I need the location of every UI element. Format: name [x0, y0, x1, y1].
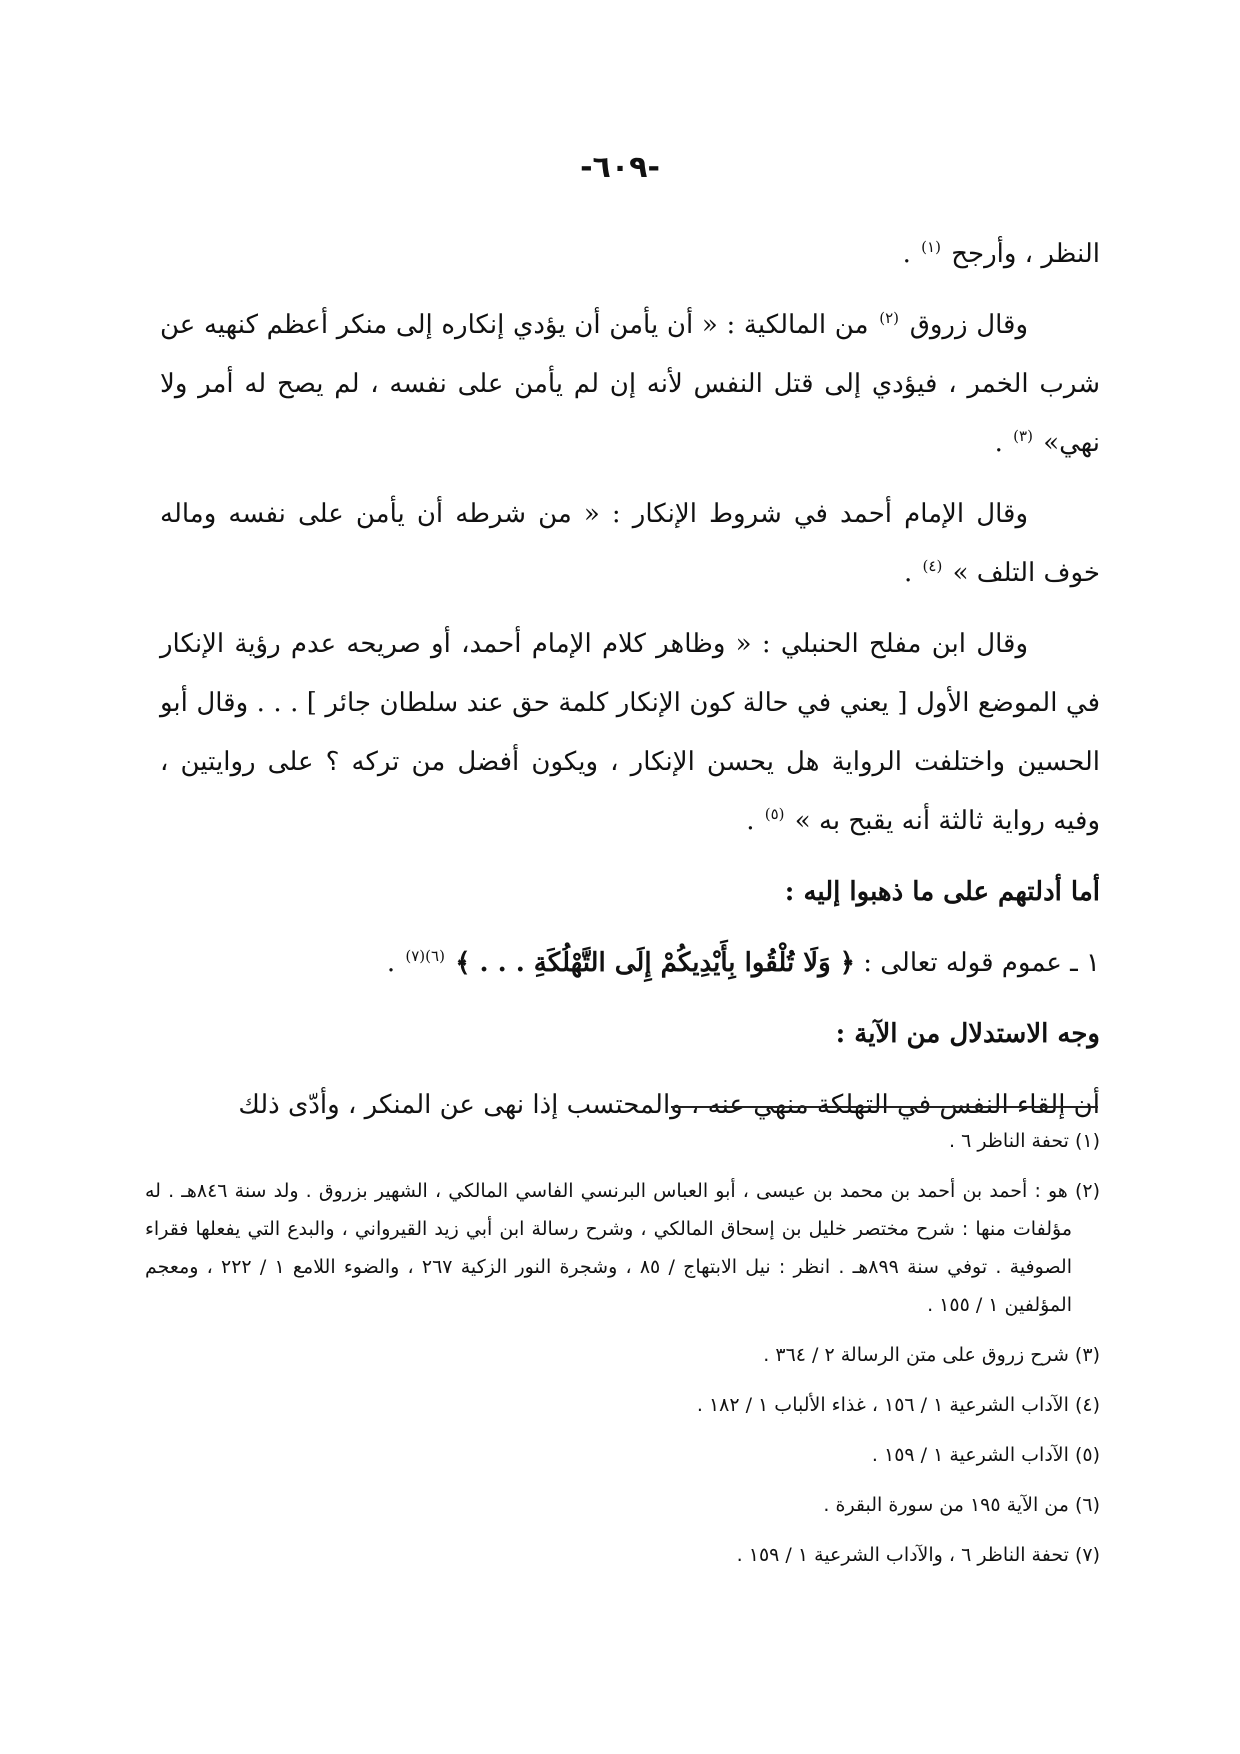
section-heading-inference: وجه الاستدلال من الآية : [835, 1019, 1100, 1049]
footnote-3: (٣) شرح زروق على متن الرسالة ٢ / ٣٦٤ . [763, 1344, 1100, 1366]
evidence-text: . [386, 948, 404, 978]
paragraph-4 [160, 615, 1100, 851]
footnote-6: (٦) من الآية ١٩٥ من سورة البقرة . [823, 1494, 1100, 1516]
footnote-ref-4: (٤) [922, 557, 943, 576]
paragraph-text: . [746, 806, 763, 836]
paragraph-text: من المالكية : « أن يأمن أن يؤدي إنكاره إلى منكر أعظم كنهيه عن شرب الخمر ، فيؤدي إلى قتل النفس لأنه إن لم يأمن على نفسه ، لم يصح له أمر ولا نهي» [160, 310, 1100, 458]
footnote-2: (٢) هو : أحمد بن أحمد بن محمد بن عيسى ، أبو العباس البرنسي الفاسي المالكي ، الشهير بزروق . ولد سنة ٨٤٦هـ . له مؤلفات منها : شرح مختصر خليل بن إسحاق المالكي ، وشرح رسالة ابن أبي زيد القيرواني ، والبدع التي يفعلها فقراء الصوفية . توفي سنة ٨٩٩هـ . انظر : نيل الابتهاج / ٨٥ ، وشجرة النور الزكية ٢٦٧ ، والضوء اللامع ١ / ٢٢٢ ، ومعجم المؤلفين ١ / ١٥٥ . [145, 1180, 1100, 1316]
footnote-7: (٧) تحفة الناظر ٦ ، والآداب الشرعية ١ / ١٥٩ . [736, 1544, 1100, 1566]
footnote-5: (٥) الآداب الشرعية ١ / ١٥٩ . [871, 1444, 1100, 1466]
footnotes [145, 1122, 1100, 1586]
evidence-text: ١ ـ عموم قوله تعالى : [854, 948, 1100, 978]
page-number: -٦٠٩- [580, 150, 660, 185]
paragraph-text: وقال زروق [909, 310, 1029, 340]
footnote-separator [671, 1106, 1098, 1108]
evidence-item-1 [160, 934, 1100, 993]
paragraph-3 [160, 485, 1100, 603]
footnote-ref-3: (٣) [1013, 427, 1033, 446]
footnote-4: (٤) الآداب الشرعية ١ / ١٥٦ ، غذاء الألباب ١ / ١٨٢ . [696, 1394, 1100, 1416]
paragraph-text: . [904, 558, 921, 588]
paragraph-text: . [994, 428, 1012, 458]
section-heading-evidence: أما أدلتهم على ما ذهبوا إليه : [784, 877, 1100, 907]
footnote-ref-2: (٢) [879, 309, 899, 328]
footnote-ref-5: (٥) [764, 805, 785, 824]
paragraph-2 [160, 296, 1100, 473]
paragraph-text: وقال الإمام أحمد في شروط الإنكار : « من شرطه أن يأمن على نفسه وماله خوف التلف » [160, 499, 1100, 588]
footnote-ref-6-7: (٦)(٧) [405, 947, 445, 966]
paragraph-text: وقال ابن مفلح الحنبلي : « وظاهر كلام الإمام أحمد، أو صريحه عدم رؤية الإنكار في الموضع الأول [ يعني في حالة كون الإنكار كلمة حق عند سلطان جائر ] . . . وقال أبو الحسين واختلفت الرواية هل يحسن الإنكار ، ويكون أفضل من تركه ؟ على روايتين ، وفيه رواية ثالثة أنه يقبح به » [160, 629, 1100, 836]
footnote-ref-1: (١) [921, 238, 941, 257]
paragraph-text: النظر ، وأرجح [951, 239, 1100, 269]
paragraph-last: أن إلقاء النفس في التهلكة منهي عنه ، والمحتسب إذا نهى عن المنكر ، وأدّى ذلك [238, 1090, 1100, 1120]
main-text [160, 225, 1100, 1147]
paragraph-1 [160, 225, 1100, 284]
paragraph-text: . [902, 239, 920, 269]
footnote-1: (١) تحفة الناظر ٦ . [948, 1130, 1100, 1152]
quran-verse: ﴿ وَلَا تُلْقُوا بِأَيْدِيكُمْ إِلَى التَّهْلُكَةِ . . . ﴾ [455, 948, 855, 978]
